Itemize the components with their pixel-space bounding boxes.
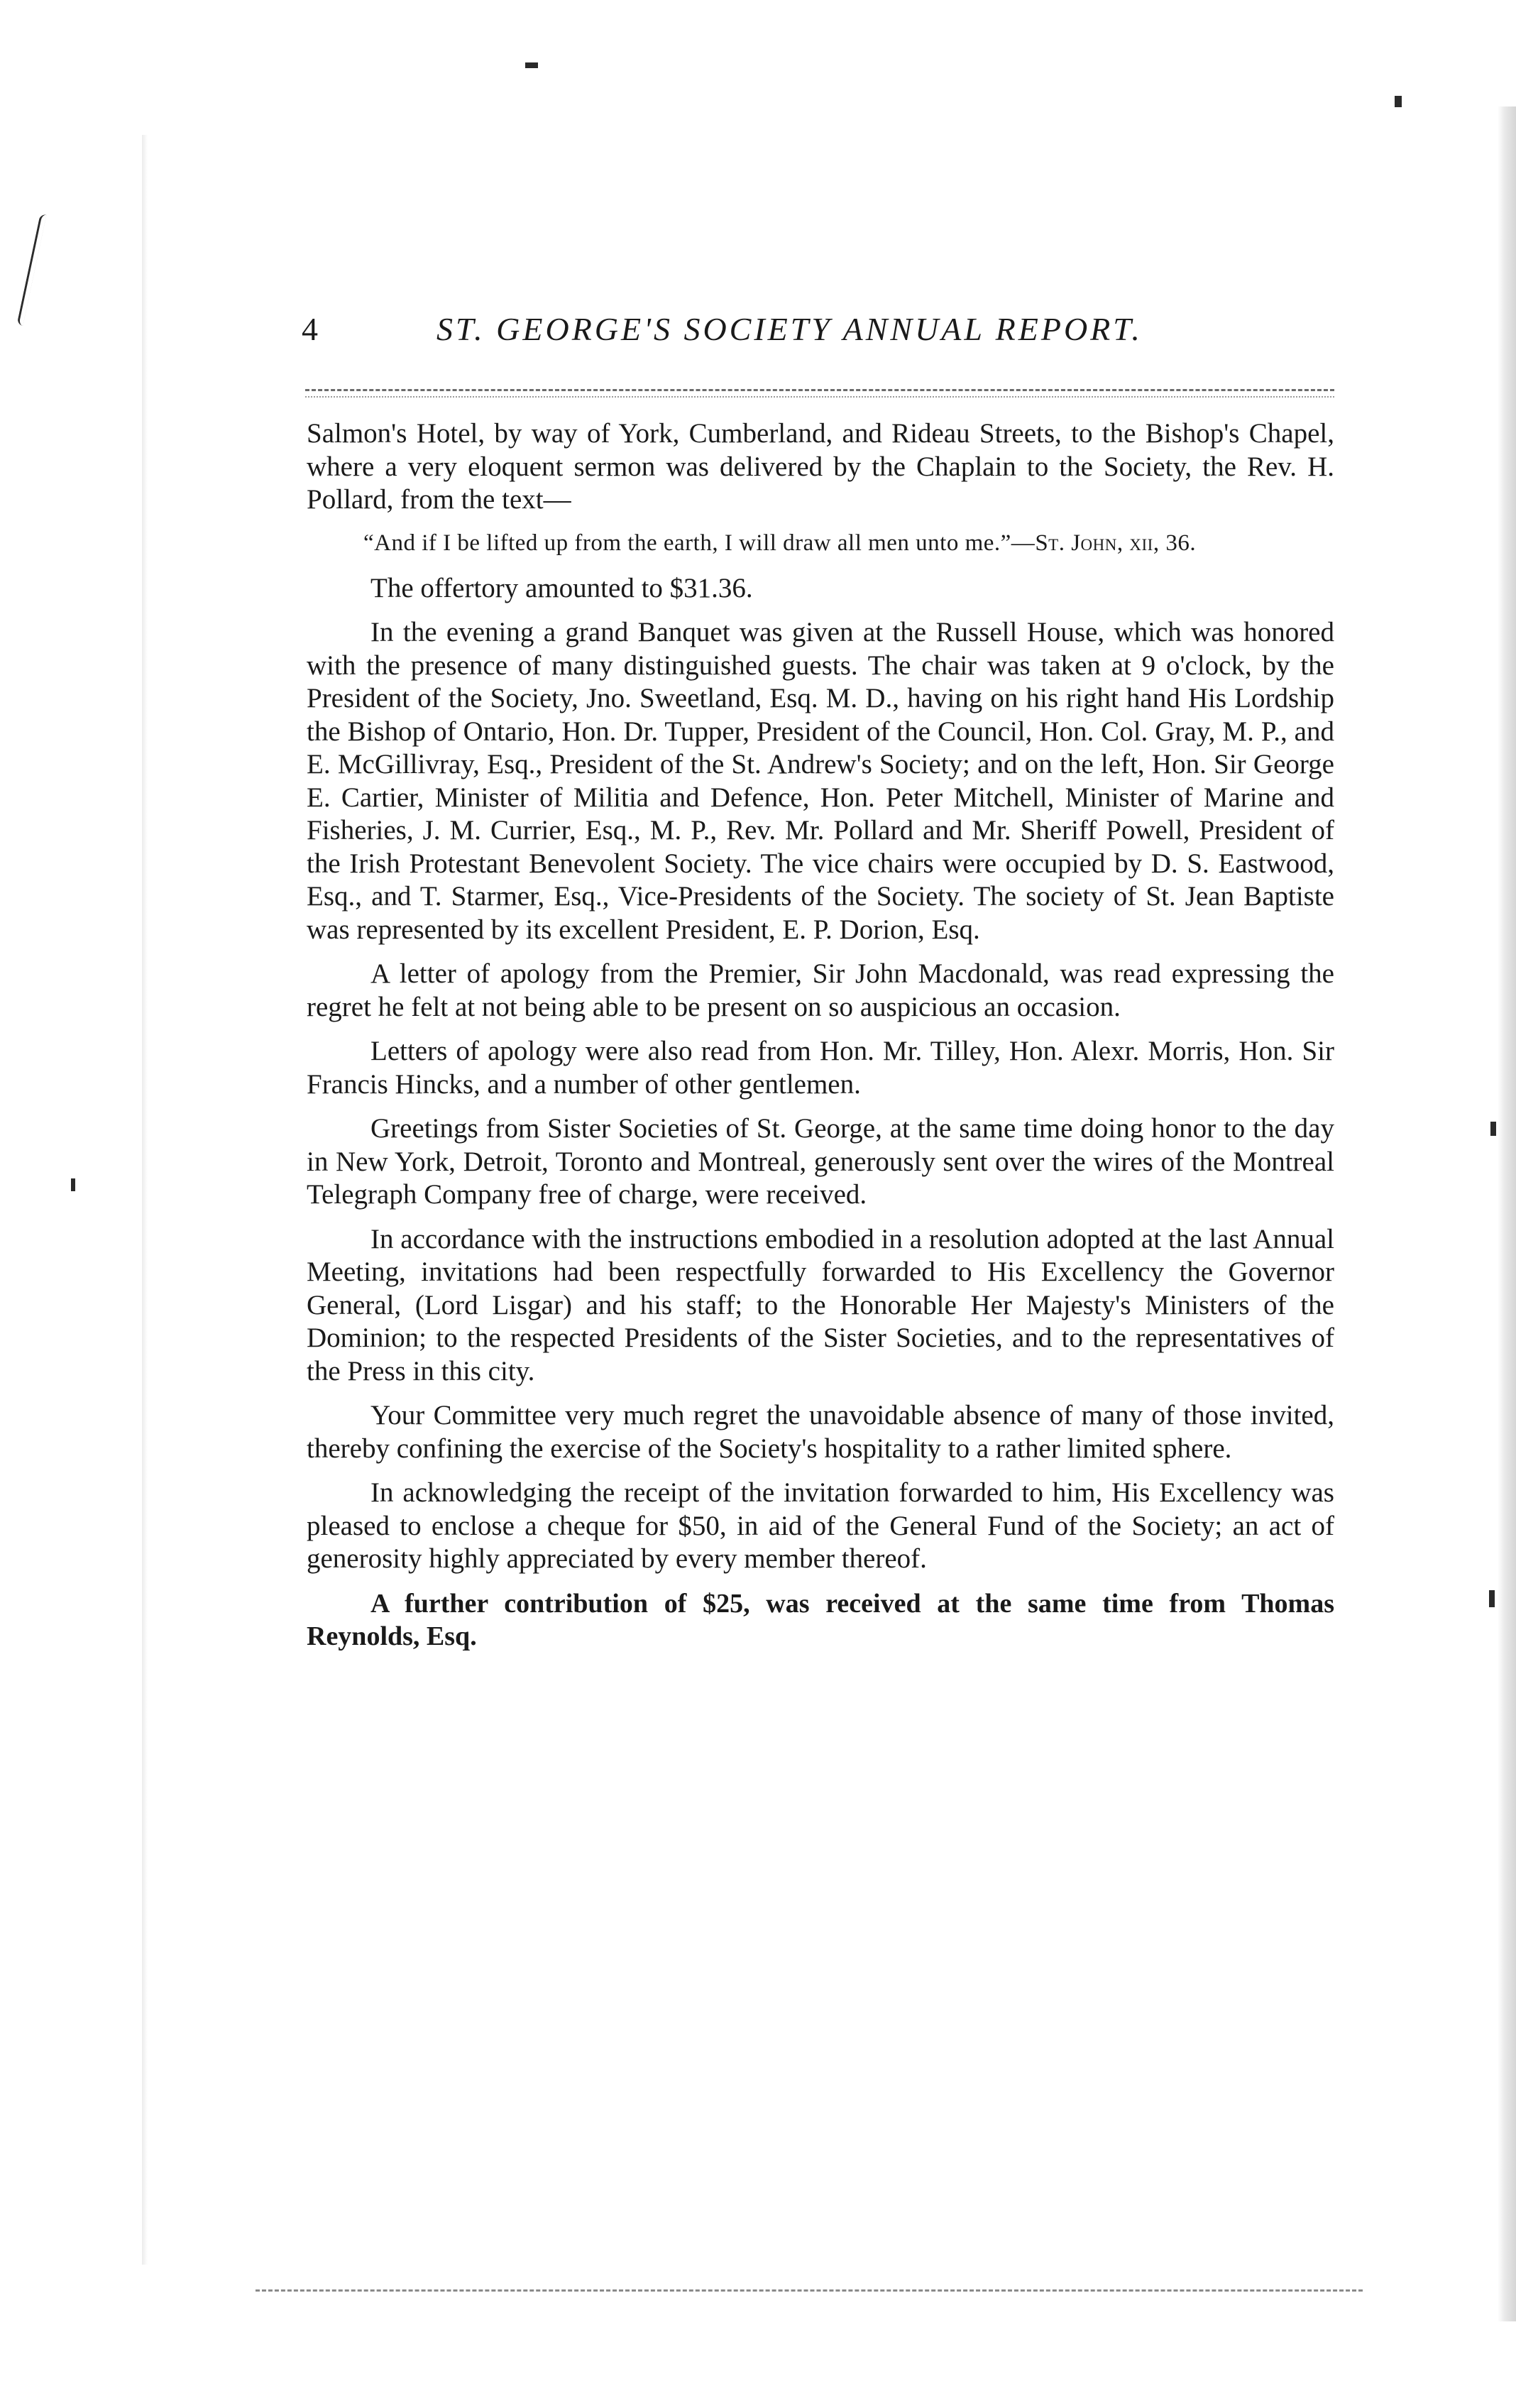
body-text	[307, 417, 1334, 1665]
paragraph: Greetings from Sister Societies of St. George, at the same time doing honor to the day in New York, Detroit, Toronto and Montreal, generously sent over the wires of the Montreal Telegraph Company free of charge, were received.	[307, 1113, 1334, 1210]
running-head-title: ST. GEORGE'S SOCIETY ANNUAL REPORT.	[436, 311, 1143, 347]
paragraph: The offertory amounted to $31.36.	[370, 572, 753, 603]
scan-speck	[1490, 1122, 1496, 1136]
bottom-rule	[256, 2289, 1363, 2292]
paragraph: Your Committee very much regret the unavoidable absence of many of those invited, thereby confining the exercise of the Society's hospitality to a rather limited sphere.	[307, 1400, 1334, 1464]
paragraph: In acknowledging the receipt of the invitation forwarded to him, His Excellency was pleased to enclose a cheque for $50, in aid of the General Fund of the Society; an act of generosity highly appreciated by every member thereof.	[307, 1477, 1334, 1574]
running-head	[302, 310, 1338, 367]
paragraph: Salmon's Hotel, by way of York, Cumberland, and Rideau Streets, to the Bishop's Chapel, where a very eloquent sermon was delivered by the Chaplain to the Society, the Rev. H. Pollard, from the text—	[307, 418, 1334, 515]
scan-speck	[525, 62, 538, 68]
page-edge-shadow-left	[142, 135, 148, 2265]
header-rule	[305, 389, 1334, 391]
scan-speck	[1395, 96, 1402, 107]
margin-mark	[16, 214, 46, 326]
scan-speck	[71, 1178, 75, 1191]
scan-speck	[1489, 1590, 1495, 1607]
paragraph: A further contribution of $25, was received at the same time from Thomas Reynolds, Esq.	[307, 1588, 1334, 1651]
paragraph: Letters of apology were also read from Hon. Mr. Tilley, Hon. Alexr. Morris, Hon. Sir Francis Hincks, and a number of other gentlemen.	[307, 1036, 1334, 1100]
scripture-quote	[307, 528, 1334, 558]
page-edge-shadow-right	[1498, 106, 1516, 2321]
header-rule-secondary	[305, 396, 1334, 398]
paragraph: A letter of apology from the Premier, Sir John Macdonald, was read expressing the regret he felt at not being able to be present on so auspicious an occasion.	[307, 958, 1334, 1022]
paragraph: In accordance with the instructions embodied in a resolution adopted at the last Annual Meeting, invitations had been respectfully forwarded to His Excellency the Governor General, (Lord Lisgar) and his staff; to the Honorable Her Majesty's Ministers of the Dominion; to the respected Presidents of the Sister Societies, and to the representatives of the Press in this city.	[307, 1223, 1334, 1386]
page-number: 4	[302, 311, 319, 347]
quote-text: “And if I be lifted up from the earth, I will draw all men unto me.”—	[363, 530, 1036, 556]
paragraph: In the evening a grand Banquet was given at the Russell House, which was honored with the presence of many distinguished guests. The chair was taken at 9 o'clock, by the President of the Society, Jno. Sweetland, Esq. M. D., having on his right hand His Lordship the Bishop of Ontario, Hon. Dr. Tupper, President of the Council, Hon. Col. Gray, M. P., and E. McGillivray, Esq., President of the St. Andrew's Society; and on the left, Hon. Sir George E. Cartier, Minister of Militia and Defence, Hon. Peter Mitchell, Minister of Marine and Fisheries, J. M. Currier, Esq., M. P., Rev. Mr. Pollard and Mr. Sheriff Powell, President of the Irish Protestant Benevolent Society. The vice chairs were occupied by D. S. Eastwood, Esq., and T. Starmer, Esq., Vice-Presidents of the Society. The society of St. Jean Baptiste was represented by its excellent President, E. P. Dorion, Esq.	[307, 617, 1334, 945]
quote-citation: St. John, xii, 36.	[1035, 530, 1197, 556]
